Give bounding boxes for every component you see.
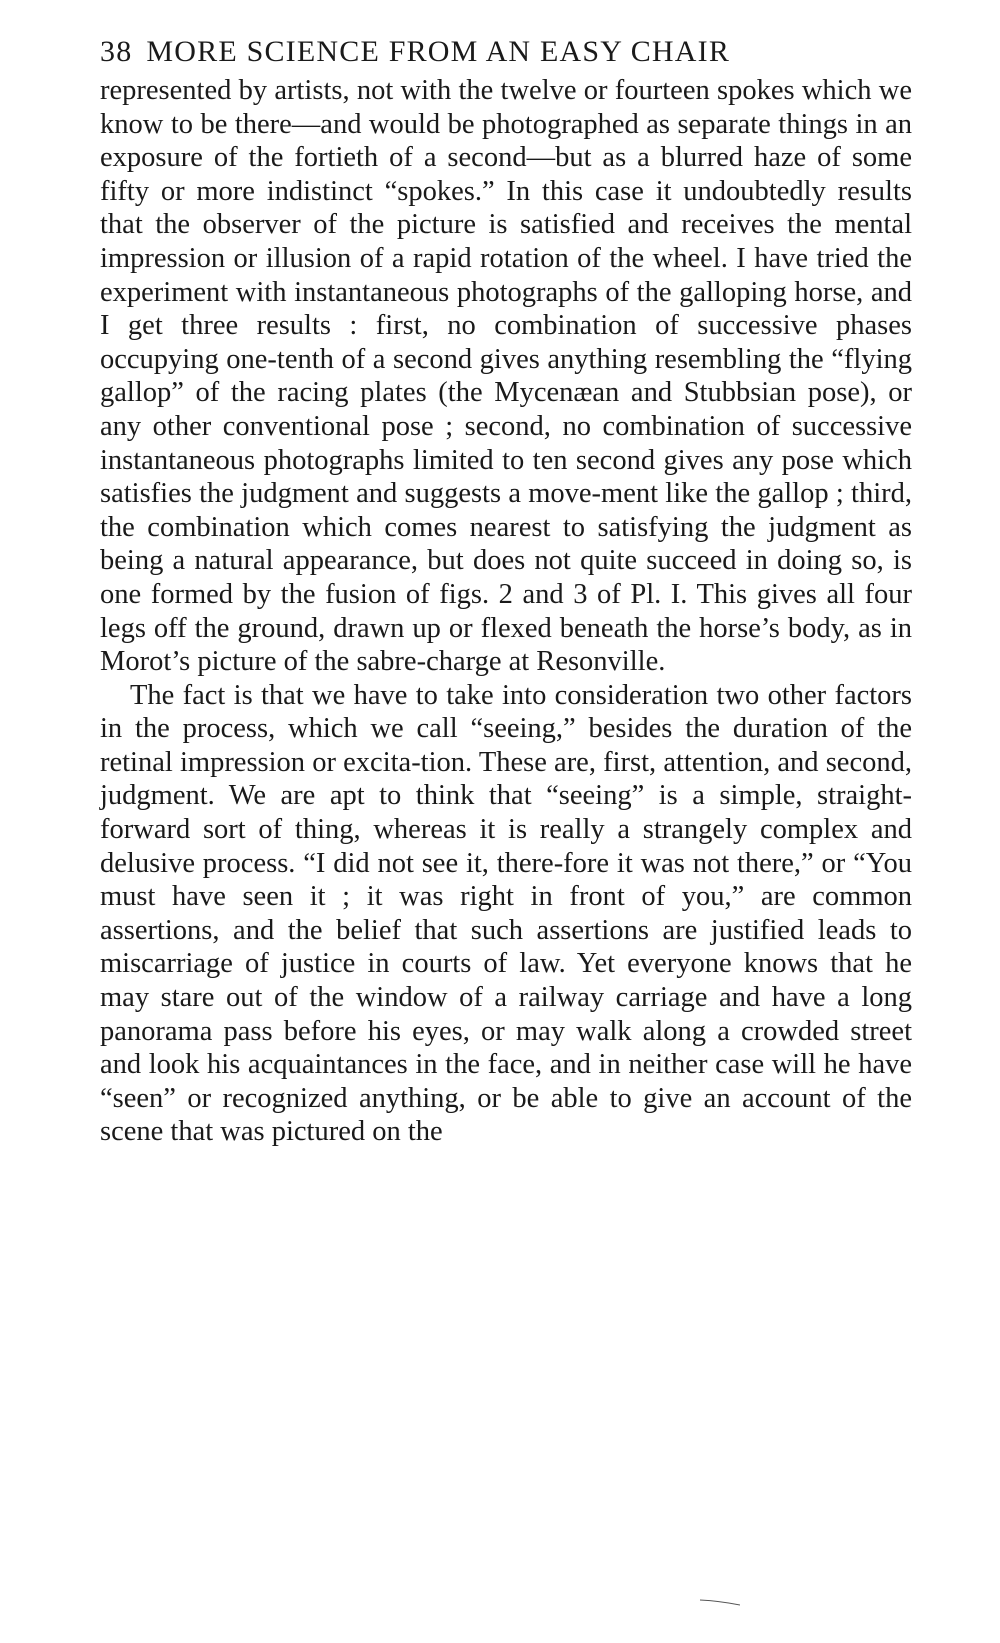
book-title: MORE SCIENCE FROM AN EASY CHAIR — [146, 35, 731, 68]
body-text — [100, 74, 912, 1149]
paragraph-continuation: represented by artists, not with the twelve or fourteen spokes which we know to be there—and would be photographed as separate things in an exposure of the fortieth of a second—but as a blurred haze of some fifty or more indistinct “spokes.” In this case it undoubtedly results that the observer of the picture is satisfied and receives the mental impression or illusion of a rapid rotation of the wheel. I have tried the experiment with instantaneous photographs of the galloping horse, and I get three results : first, no combination of successive phases occupying one-​tenth of a second gives anything resembling the “flying gallop” of the racing plates (the Mycenæan and Stubbsian pose), or any other conventional pose ; second, no combination of successive instantaneous photographs limited to ten second gives any pose which satisfies the judgment and suggests a move-​ment like the gallop ; third, the combination which comes nearest to satisfying the judgment as being a natural appearance, but does not quite succeed in doing so, is one formed by the fusion of figs. 2 and 3 of Pl. I. This gives all four legs off the ground, drawn up or flexed beneath the horse’s body, as in Morot’s picture of the sabre-charge at Resonville. — [100, 75, 912, 678]
paragraph-seeing: The fact is that we have to take into consideration two other factors in the process, which we call “seeing,” besides the duration of the retinal impression or excita-​tion. These are, first, attention, and second, judgment. We are apt to think that “seeing” is a simple, straight-​forward sort of thing, whereas it is really a strangely complex and delusive process. “I did not see it, there-​fore it was not there,” or “You must have seen it ; it was right in front of you,” are common assertions, and the belief that such assertions are justified leads to miscarriage of justice in courts of law. Yet everyone knows that he may stare out of the window of a railway carriage and have a long panorama pass before his eyes, or may walk along a crowded street and look his acquaintances in the face, and in neither case will he have “seen” or recognized anything, or be able to give an account of the scene that was pictured on the — [100, 679, 912, 1148]
page-number: 38 — [100, 35, 133, 68]
book-page — [100, 30, 912, 1149]
running-head — [100, 30, 912, 74]
printer-mark — [700, 1598, 740, 1606]
